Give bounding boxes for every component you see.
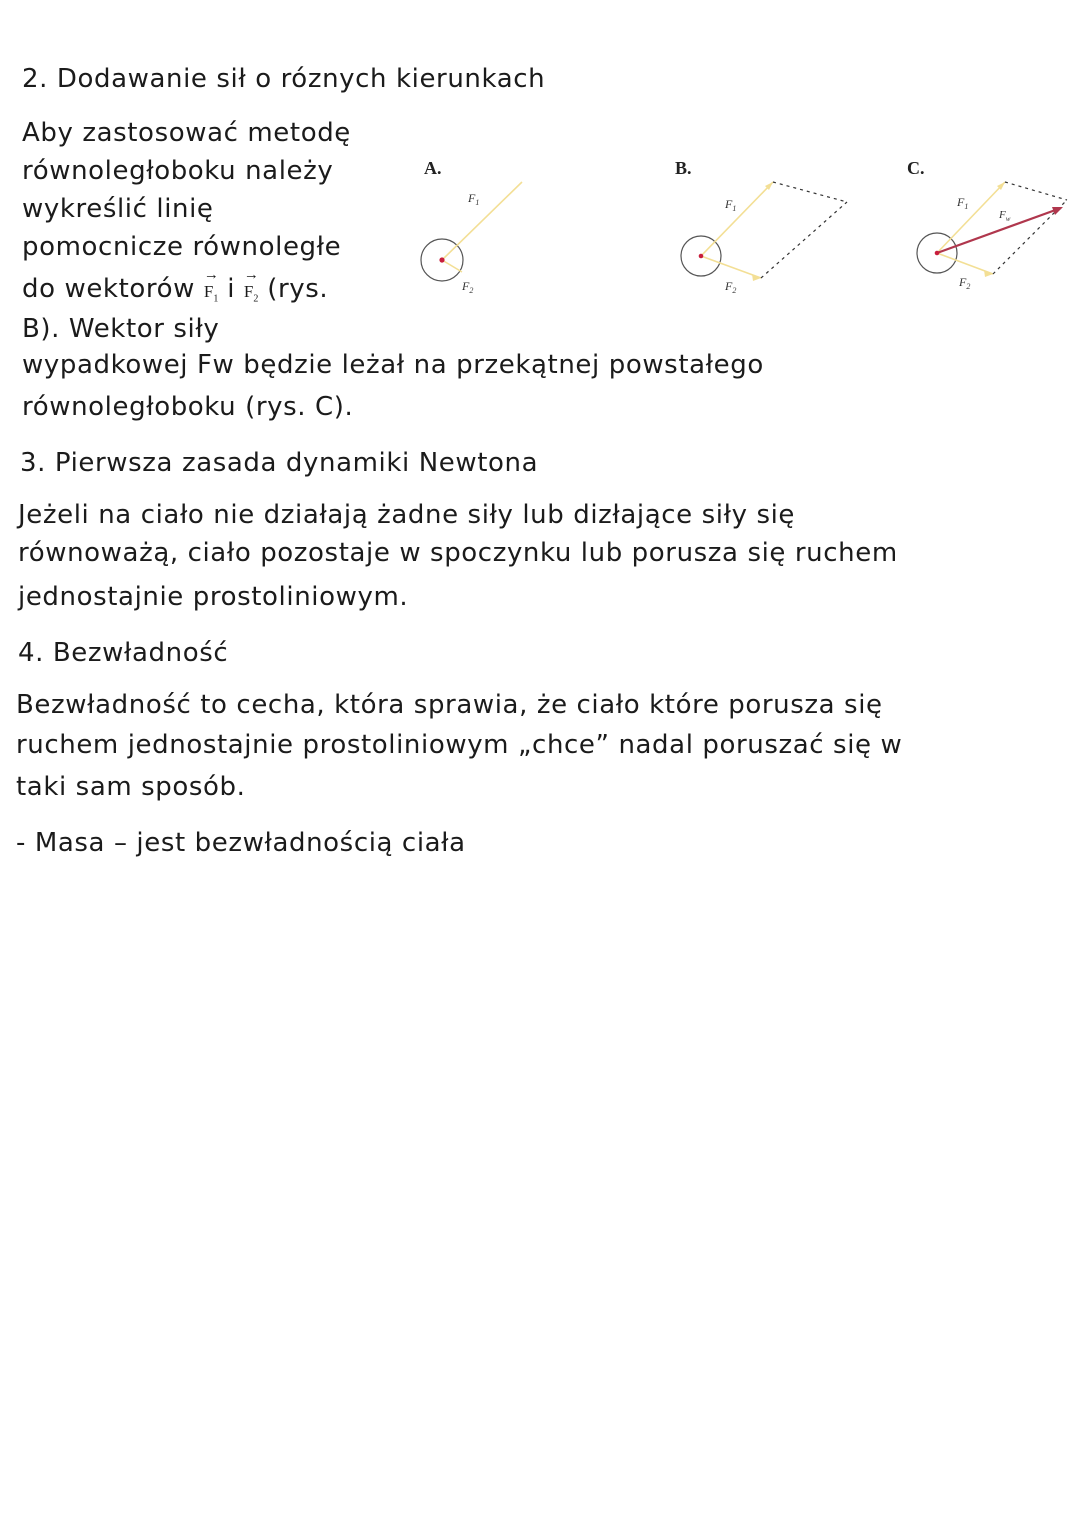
f2-arrowhead: [984, 270, 993, 277]
section-3-line: równoważą, ciało pozostaje w spoczynku lub porusza się ruchem: [18, 538, 898, 568]
section-2-line: wykreślić linię: [22, 194, 214, 224]
point-of-application: [699, 254, 704, 259]
figure-b-drawing: [665, 150, 865, 310]
parallel-line-2: [761, 202, 847, 278]
section-2-line: pomocnicze równoległe: [22, 232, 342, 262]
f1-base: F: [203, 282, 214, 301]
vector-f2-symbol: [244, 275, 258, 316]
section-2-heading: 2. Dodawanie sił o róznych kierunkach: [22, 64, 546, 94]
f2-sub: 2: [253, 293, 259, 305]
section-2-line: Aby zastosować metodę: [22, 118, 351, 148]
f1-vector: [442, 182, 522, 260]
line-text: (rys.: [267, 274, 329, 304]
parallel-line-1: [1005, 182, 1067, 200]
section-2-line: wypadkowej Fw będzie leżał na przekątnej powstałego: [22, 350, 764, 380]
f1-sub: 1: [213, 293, 219, 305]
section-4-heading: 4. Bezwładność: [18, 638, 229, 668]
line-text: i: [227, 274, 236, 304]
section-4-line: Bezwładność to cecha, która sprawia, że ciało które porusza się: [16, 690, 883, 720]
fw-label: $F_w$: [999, 209, 1011, 223]
vector-f1-symbol: [204, 275, 218, 316]
figure-b: [665, 150, 865, 310]
figure-c-label: C.: [907, 158, 925, 178]
f2-vector: [701, 256, 761, 278]
section-4-bullet: - Masa – jest bezwładnością ciała: [16, 828, 466, 858]
section-2-line: [22, 272, 328, 316]
figure-b-label: B.: [675, 158, 692, 178]
section-3-line: jednostajnie prostoliniowym.: [18, 582, 409, 612]
f1-vector: [701, 182, 773, 256]
section-3-line: Jeżeli na ciało nie działają żadne siły lub dizłające siły się: [18, 500, 796, 530]
f1-label: $F_1$: [468, 191, 480, 207]
figure-a-drawing: [410, 150, 560, 310]
figure-a: [410, 150, 560, 310]
point-of-application: [439, 257, 444, 262]
section-3-heading: 3. Pierwsza zasada dynamiki Newtona: [20, 448, 539, 478]
figure-c: [895, 150, 1075, 310]
f2-vector: [442, 260, 462, 272]
section-2-line: równoległoboku (rys. C).: [22, 392, 354, 422]
line-text: do wektorów: [22, 274, 195, 304]
f2-label: $F_2$: [462, 279, 474, 295]
figure-a-label: A.: [424, 158, 442, 178]
f2-label: $F_2$: [725, 279, 737, 295]
section-2-line: B). Wektor siły: [22, 314, 220, 344]
point-of-application: [935, 251, 940, 256]
f1-vector: [937, 182, 1005, 253]
f2-base: F: [243, 282, 254, 301]
section-4-line: ruchem jednostajnie prostoliniowym „chce” nadal poruszać się w: [16, 730, 903, 760]
figure-c-drawing: [895, 150, 1075, 310]
f1-label: $F_1$: [957, 195, 969, 211]
f2-arrowhead: [752, 274, 761, 281]
f1-label: $F_1$: [725, 197, 737, 213]
f2-label: $F_2$: [959, 275, 971, 291]
section-4-line: taki sam sposób.: [16, 772, 246, 802]
parallel-line-1: [773, 182, 847, 202]
section-2-line: równoległoboku należy: [22, 156, 334, 186]
